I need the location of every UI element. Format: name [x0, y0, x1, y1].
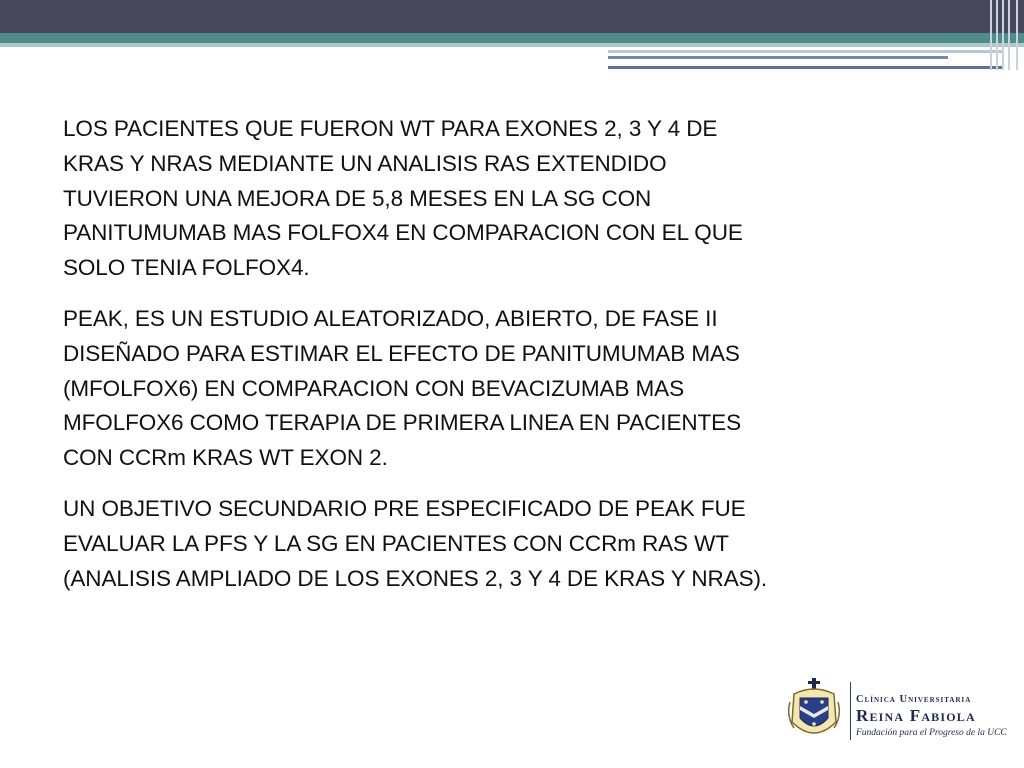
university-crest-icon: [786, 676, 842, 746]
logo-tagline: Fundación para el Progreso de la UCC: [856, 728, 1007, 738]
header-accent-line: [608, 50, 1004, 53]
clinic-logo: [786, 676, 1006, 746]
header-accent-line: [608, 66, 1004, 69]
logo-subtitle: Clínica Universitaria: [856, 694, 972, 705]
logo-title: Reina Fabiola: [856, 706, 976, 725]
header-vertical-stripes: [986, 0, 1024, 70]
header-teal-band: [0, 33, 1024, 43]
paragraph-1: LOS PACIENTES QUE FUERON WT PARA EXONES 2, 3 Y 4 DE KRAS Y NRAS MEDIANTE UN ANALISIS RAS EXTENDIDO TUVIERON UNA MEJORA DE 5,8 MESES EN LA SG CON PANITUMUMAB MAS FOLFOX4 EN COMPARACION CON EL QUE SOLO TENIA FOLFOX4.: [63, 116, 743, 281]
paragraph-3: UN OBJETIVO SECUNDARIO PRE ESPECIFICADO DE PEAK FUE EVALUAR LA PFS Y LA SG EN PACIENTES CON CCRm RAS WT (ANALISIS AMPLIADO DE LOS EXONES 2, 3 Y 4 DE KRAS Y NRAS).: [63, 495, 768, 591]
slide-body: [63, 112, 963, 612]
header-accent-line: [608, 56, 948, 59]
paragraph-2: PEAK, ES UN ESTUDIO ALEATORIZADO, ABIERTO, DE FASE II DISEÑADO PARA ESTIMAR EL EFECTO DE PANITUMUMAB MAS (MFOLFOX6) EN COMPARACION CON BEVACIZUMAB MAS MFOLFOX6 COMO TERAPIA DE PRIMERA LINEA EN PACIENTES CON CCRm KRAS WT EXON 2.: [63, 305, 741, 471]
header-band: [0, 0, 1024, 33]
logo-divider: [850, 682, 851, 740]
